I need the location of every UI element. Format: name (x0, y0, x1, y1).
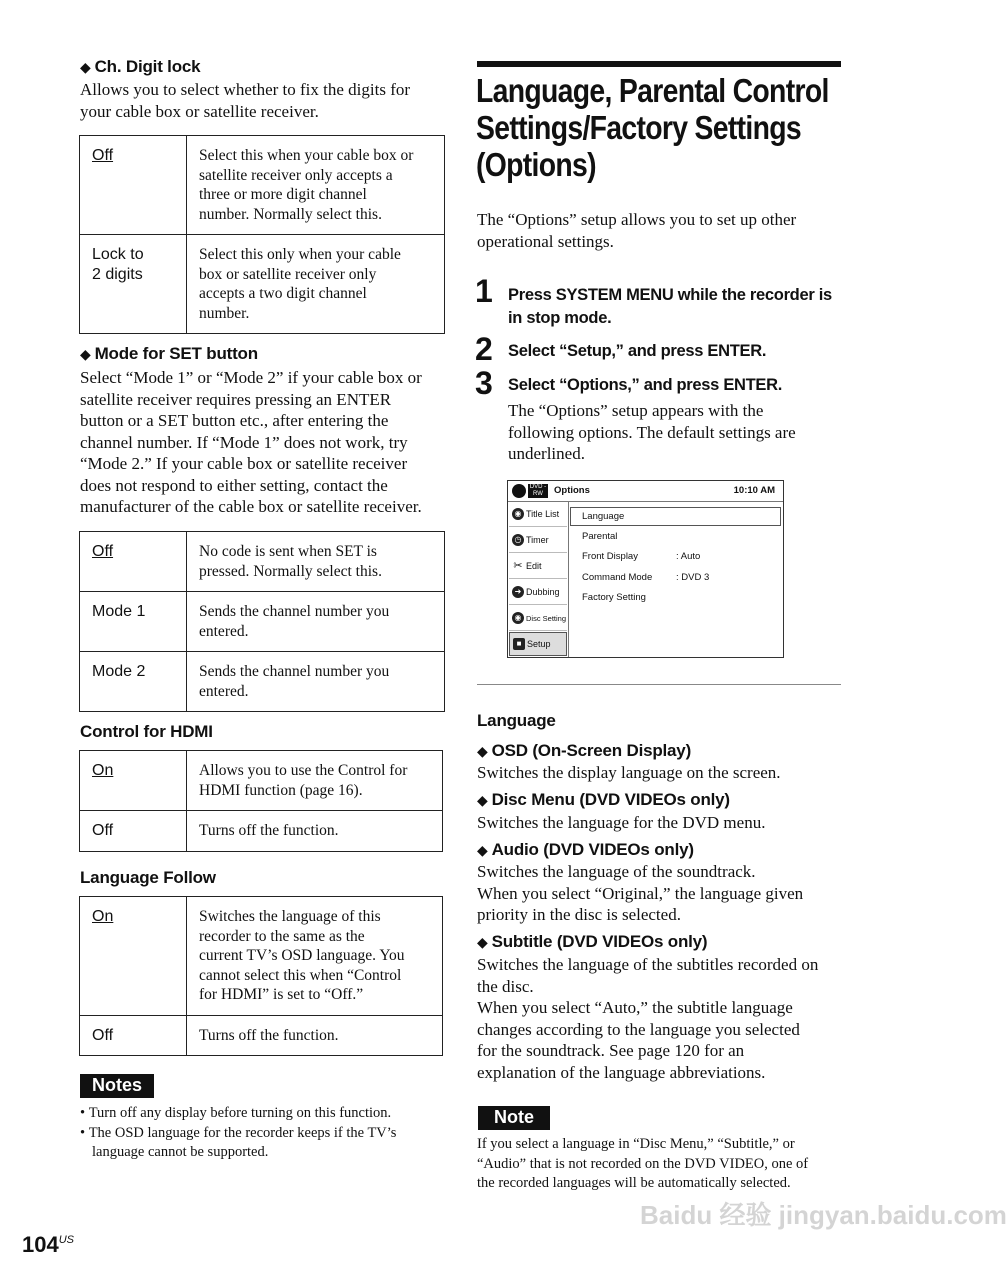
step-text: Press SYSTEM MENU while the recorder is in stop mode. (508, 286, 832, 327)
watermark: Baidu 经验 jingyan.baidu.com (640, 1200, 1007, 1230)
sidebar-item-edit[interactable]: ✂ Edit (509, 554, 567, 579)
menu-item-front-display[interactable]: Front Display : Auto (582, 551, 701, 562)
option-description: Turns off the function. (187, 811, 443, 852)
option-key: Off (80, 811, 187, 852)
disc-icon: ◉ (512, 508, 524, 520)
set-button-description: Select “Mode 1” or “Mode 2” if your cable box or satellite receiver requires pressing an ENTER button or a SET button etc., after entering the channel number. If “Mode 1” does not work, try “Mode 2.” If your cable box or satellite receiver does not respond to either setting, contact the manufacturer of the cable box or satellite receiver. (80, 368, 422, 516)
set-button-table (79, 531, 445, 712)
option-description: Sends the channel number you entered. (187, 652, 445, 712)
set-button-heading: ◆ Mode for SET button (80, 344, 258, 363)
menu-item-language[interactable]: Language (582, 511, 625, 522)
table-row (80, 592, 445, 652)
digit-lock-description: Allows you to select whether to fix the digits for your cable box or satellite receiver. (80, 80, 411, 121)
subtitle-description: Switches the language of the subtitles recorded on the disc. When you select “Auto,” the subtitle language changes according to the language you selected for the soundtrack. See page 120 for an explanation of the language abbreviations. (477, 955, 819, 1082)
toolbox-icon: ■ (513, 638, 525, 650)
option-description: Turns off the function. (187, 1015, 443, 1056)
clock-icon: ◷ (512, 534, 524, 546)
step-number: 3 (475, 365, 493, 401)
table-row (80, 811, 443, 852)
osd-description: Switches the display language on the screen. (477, 763, 781, 782)
notes-badge: Notes (80, 1074, 154, 1098)
option-key: Off (92, 147, 114, 164)
list-item: • Turn off any display before turning on this function. (80, 1105, 392, 1121)
language-heading: Language (477, 711, 556, 730)
option-key: Mode 1 (80, 592, 187, 652)
audio-description: Switches the language of the soundtrack. When you select “Original,” the language given priority in the disc is selected. (477, 862, 804, 924)
sidebar-item-disc-setting[interactable]: ◉ Disc Setting (509, 606, 567, 631)
subtitle-heading: ◆ Subtitle (DVD VIDEOs only) (477, 932, 708, 951)
language-follow-heading: Language Follow (80, 868, 216, 887)
hdmi-table (79, 750, 443, 852)
option-description: Select this only when your cable box or satellite receiver only accepts a two digit channel number. (187, 235, 445, 334)
table-row (80, 652, 445, 712)
menu-item-command-mode[interactable]: Command Mode : DVD 3 (582, 572, 710, 583)
table-row (80, 897, 443, 1016)
menu-item-factory-setting[interactable]: Factory Setting (582, 592, 646, 603)
option-description: Allows you to use the Control for HDMI function (page 16). (187, 751, 443, 811)
table-row (80, 235, 445, 334)
options-screen (507, 480, 784, 658)
osd-heading: ◆ OSD (On-Screen Display) (477, 741, 692, 760)
hdmi-heading: Control for HDMI (80, 722, 213, 741)
option-key: Mode 2 (80, 652, 187, 712)
sidebar-item-title-list[interactable]: ◉ Title List (509, 502, 567, 527)
menu-item-value: : DVD 3 (676, 572, 710, 583)
sidebar-item-timer[interactable]: ◷ Timer (509, 528, 567, 553)
screen-sidebar-divider (568, 501, 569, 657)
option-description: Sends the channel number you entered. (187, 592, 445, 652)
digit-lock-table (79, 135, 445, 334)
title-rule (477, 61, 841, 67)
option-description: Select this when your cable box or satellite receiver only accepts a three or more digit channel number. Normally select this. (187, 136, 445, 235)
screen-clock: 10:10 AM (733, 485, 775, 496)
step-text: Select “Options,” and press ENTER. (508, 376, 783, 394)
disc-menu-heading: ◆ Disc Menu (DVD VIDEOs only) (477, 790, 730, 809)
language-follow-table (79, 896, 443, 1056)
step3-description: The “Options” setup appears with the following options. The default settings are underlined. (508, 401, 796, 463)
option-description: No code is sent when SET is pressed. Normally select this. (187, 532, 445, 592)
list-item: • The OSD language for the recorder keeps if the TV’s language cannot be supported. (80, 1124, 397, 1160)
sidebar-item-setup[interactable]: ■ Setup (509, 632, 567, 656)
option-key: Off (80, 1015, 187, 1056)
option-key: On (92, 762, 114, 779)
menu-item-value: : Auto (676, 551, 701, 562)
disc-icon (512, 484, 526, 498)
option-key: Off (92, 543, 114, 560)
note-text: If you select a language in “Disc Menu,” “Subtitle,” or “Audio” that is not recorded on the DVD VIDEO, one of the recorded languages will be automatically selected. (477, 1136, 809, 1191)
dubbing-icon: ➜ (512, 586, 524, 598)
disc-type-badge: DVD -RW (529, 484, 547, 497)
page-number: $104^{US}$ (22, 1232, 74, 1257)
section-divider (477, 684, 841, 685)
scissors-icon: ✂ (513, 560, 523, 572)
notes-list (80, 1104, 450, 1163)
screen-title: Options (554, 485, 590, 496)
audio-heading: ◆ Audio (DVD VIDEOs only) (477, 840, 694, 859)
page-title: Language, Parental Control Settings/Factory Settings (Options) (476, 72, 829, 183)
table-row (80, 136, 445, 235)
option-key: On (92, 908, 114, 925)
menu-item-parental[interactable]: Parental (582, 531, 618, 542)
step-number: 2 (475, 331, 493, 367)
option-key: Lock to 2 digits (80, 235, 187, 334)
note-badge: Note (478, 1106, 550, 1130)
option-description: Switches the language of this recorder to the same as the current TV’s OSD language. You cannot select this when “Control for HDMI” is set to “Off.” (187, 897, 443, 1016)
disc-menu-description: Switches the language for the DVD menu. (477, 813, 766, 832)
disc-setting-icon: ◉ (512, 612, 524, 624)
table-row (80, 532, 445, 592)
sidebar-item-dubbing[interactable]: ➜ Dubbing (509, 580, 567, 605)
table-row (80, 1015, 443, 1056)
digit-lock-heading: ◆ Ch. Digit lock (80, 57, 201, 76)
intro-text: The “Options” setup allows you to set up other operational settings. (477, 210, 797, 251)
table-row (80, 751, 443, 811)
step-text: Select “Setup,” and press ENTER. (508, 342, 767, 360)
step-number: 1 (475, 273, 493, 309)
